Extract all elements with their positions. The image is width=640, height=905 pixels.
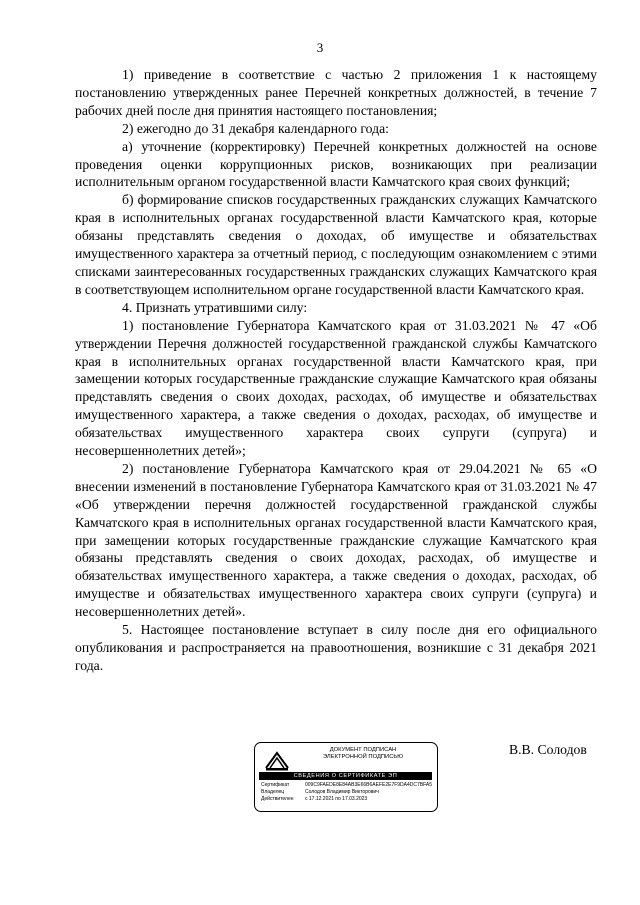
paragraph: 2) постановление Губернатора Камчатского края от 29.04.2021 № 65 «О внесении изменений в постановление Губернатора Камчатского края от 31.03.2021 № 47 «Об утверждении перечня должностей государственной гражданской службы Камчатского края в исполнительных органах государственной власти Камчатского края, при замещении которых государственные гражданские служащие Камчатского края обязаны представлять сведения о своих доходах, расходах, об имуществе и обязательствах имущественного характера, а также сведения о доходах, расходах, об имуществе и обязательствах имущественного характера своих супруги (супруга) и несовершеннолетних детей». [75, 460, 597, 620]
stamp-details [261, 782, 433, 803]
stamp-row [261, 789, 433, 796]
stamp-header-line: ДОКУМЕНТ ПОДПИСАН [329, 747, 397, 753]
paragraph: 1) приведение в соответствие с частью 2 приложения 1 к настоящему постановлению утвержденных ранее Перечней конкретных должностей, в течение 7 рабочих дней после дня принятия настоящего постановления; [75, 67, 597, 118]
stamp-row [261, 796, 433, 803]
paragraph: б) формирование списков государственных гражданских служащих Камчатского края в исполнительных органах государственной власти Камчатского края, которые обязаны представлять сведения о доходах, об имуществе и обязательствах имущественного характера за отчетный период, с последующим ознакомлением с этими списками заинтересованных государственных гражданских служащих Камчатского края в соответствующем исполнительном органе государственной власти Камчатского края. [75, 192, 597, 297]
coat-of-arms-icon [263, 748, 291, 772]
signature-block [0, 738, 640, 818]
paragraph: 5. Настоящее постановление вступает в силу после дня его официального опубликования и распространяется на правоотношения, возникшие с 31 декабря 2021 года. [75, 622, 597, 673]
stamp-row-key: Действителен [261, 796, 294, 802]
paragraph: 4. Признать утратившими силу: [122, 299, 308, 315]
stamp-row-value: 009C9FAEDE8E84AB3E66B6AEFE2E7F9DA4DC7BFA5 [305, 782, 433, 788]
paragraph: а) уточнение (корректировку) Перечней конкретных должностей на основе проведения оценки коррупционных рисков, возникающих при реализации исполнительным органом государственной власти Камчатского края своих функций; [75, 138, 597, 190]
stamp-header-line: ЭЛЕКТРОННОЙ ПОДПИСЬЮ [322, 754, 404, 760]
stamp-bar: СВЕДЕНИЯ О СЕРТИФИКАТЕ ЭП [259, 772, 432, 780]
paragraph: 2) ежегодно до 31 декабря календарного года: [122, 120, 389, 136]
stamp-row [261, 782, 433, 789]
stamp-row-value: с 17.12.2021 по 17.03.2023 [305, 796, 368, 802]
stamp-row-key: Владелец [261, 789, 285, 795]
e-signature-stamp [254, 742, 438, 812]
signer-name: В.В. Солодов [509, 742, 587, 757]
stamp-row-value: Солодов Владимир Викторович [305, 789, 379, 795]
paragraph: 1) постановление Губернатора Камчатского края от 31.03.2021 № 47 «Об утверждении Перечня должностей государственной гражданской службы Камчатского края в исполнительных органах государственной власти Камчатского края, при замещении которых государственные гражданские служащие Камчатского края обязаны представлять сведения о своих доходах, расходах, об имуществе и обязательствах имущественного характера, а также сведения о доходах, расходах, об имуществе и обязательствах имущественного характера своих супруги (супруга) и несовершеннолетних детей»; [75, 317, 597, 459]
page-number: 3 [316, 40, 324, 55]
stamp-row-key: Сертификат [261, 782, 290, 788]
stamp-header [293, 747, 433, 761]
document-body [75, 66, 597, 675]
